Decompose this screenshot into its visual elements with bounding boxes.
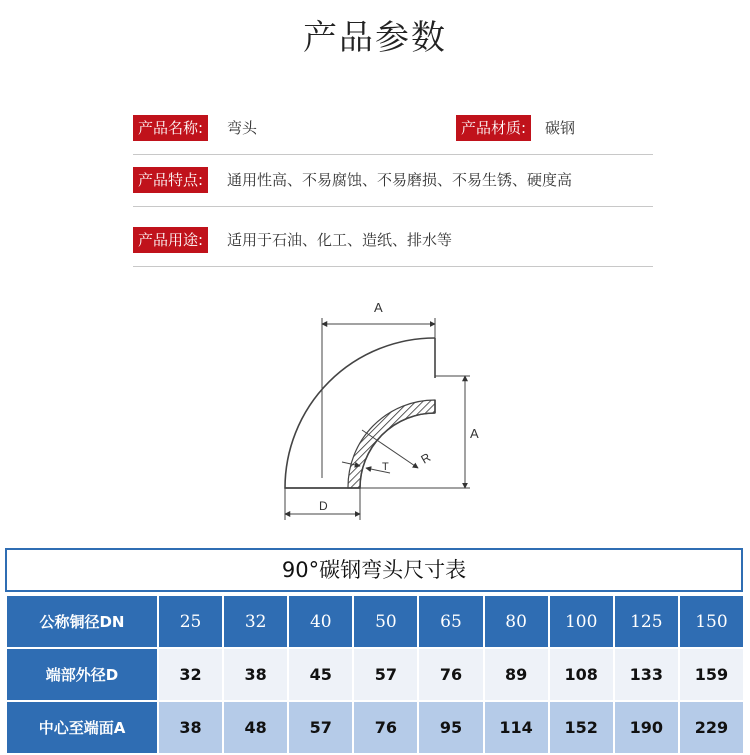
param-value-usage: 适用于石油、化工、造纸、排水等 bbox=[227, 231, 453, 249]
table-cell: 57 bbox=[288, 701, 353, 754]
table-cell: 190 bbox=[614, 701, 679, 754]
row-header-center-to-end: 中心至端面A bbox=[6, 701, 158, 754]
param-value-features: 通用性高、不易腐蚀、不易磨损、不易生锈、硬度高 bbox=[227, 171, 573, 189]
table-cell: 38 bbox=[223, 648, 288, 701]
param-label-usage: 产品用途: bbox=[133, 227, 208, 253]
table-cell: 65 bbox=[418, 595, 483, 648]
param-label-features: 产品特点: bbox=[133, 167, 208, 193]
row-header-dn: 公称铜径DN bbox=[6, 595, 158, 648]
table-cell: 80 bbox=[484, 595, 549, 648]
table-cell: 45 bbox=[288, 648, 353, 701]
table-cell: 152 bbox=[549, 701, 614, 754]
table-cell: 150 bbox=[679, 595, 744, 648]
table-cell: 114 bbox=[484, 701, 549, 754]
row-header-outer-diameter: 端部外径D bbox=[6, 648, 158, 701]
table-row-center-to-end bbox=[6, 701, 744, 754]
param-label-name: 产品名称: bbox=[133, 115, 208, 141]
wall-hatch bbox=[348, 400, 435, 488]
table-cell: 50 bbox=[353, 595, 418, 648]
table-cell: 133 bbox=[614, 648, 679, 701]
table-cell: 48 bbox=[223, 701, 288, 754]
table-cell: 32 bbox=[158, 648, 223, 701]
param-label-material: 产品材质: bbox=[456, 115, 531, 141]
size-table bbox=[5, 594, 745, 755]
dim-label-a-right: A bbox=[470, 426, 479, 441]
param-value-material: 碳钢 bbox=[545, 119, 576, 137]
table-cell: 108 bbox=[549, 648, 614, 701]
table-cell: 95 bbox=[418, 701, 483, 754]
table-cell: 25 bbox=[158, 595, 223, 648]
param-value-name: 弯头 bbox=[227, 119, 258, 137]
table-row-dn bbox=[6, 595, 744, 648]
table-cell: 89 bbox=[484, 648, 549, 701]
table-cell: 100 bbox=[549, 595, 614, 648]
table-row-outer-diameter bbox=[6, 648, 744, 701]
page-title: 产品参数 bbox=[303, 18, 447, 58]
table-cell: 40 bbox=[288, 595, 353, 648]
table-cell: 125 bbox=[614, 595, 679, 648]
table-cell: 57 bbox=[353, 648, 418, 701]
dimension-lines bbox=[285, 318, 470, 520]
table-cell: 229 bbox=[679, 701, 744, 754]
dim-label-t: T bbox=[382, 461, 389, 473]
dim-label-d: D bbox=[319, 499, 328, 513]
param-row-usage bbox=[133, 216, 653, 267]
param-row-features bbox=[133, 156, 653, 207]
table-cell: 76 bbox=[418, 648, 483, 701]
table-cell: 38 bbox=[158, 701, 223, 754]
param-row-name-material bbox=[133, 104, 653, 155]
table-cell: 32 bbox=[223, 595, 288, 648]
table-cell: 76 bbox=[353, 701, 418, 754]
size-table-title: 90°碳钢弯头尺寸表 bbox=[5, 548, 743, 592]
dim-label-r: R bbox=[418, 450, 434, 467]
elbow-diagram bbox=[260, 288, 490, 528]
dim-label-a-top: A bbox=[374, 300, 383, 315]
table-cell: 159 bbox=[679, 648, 744, 701]
